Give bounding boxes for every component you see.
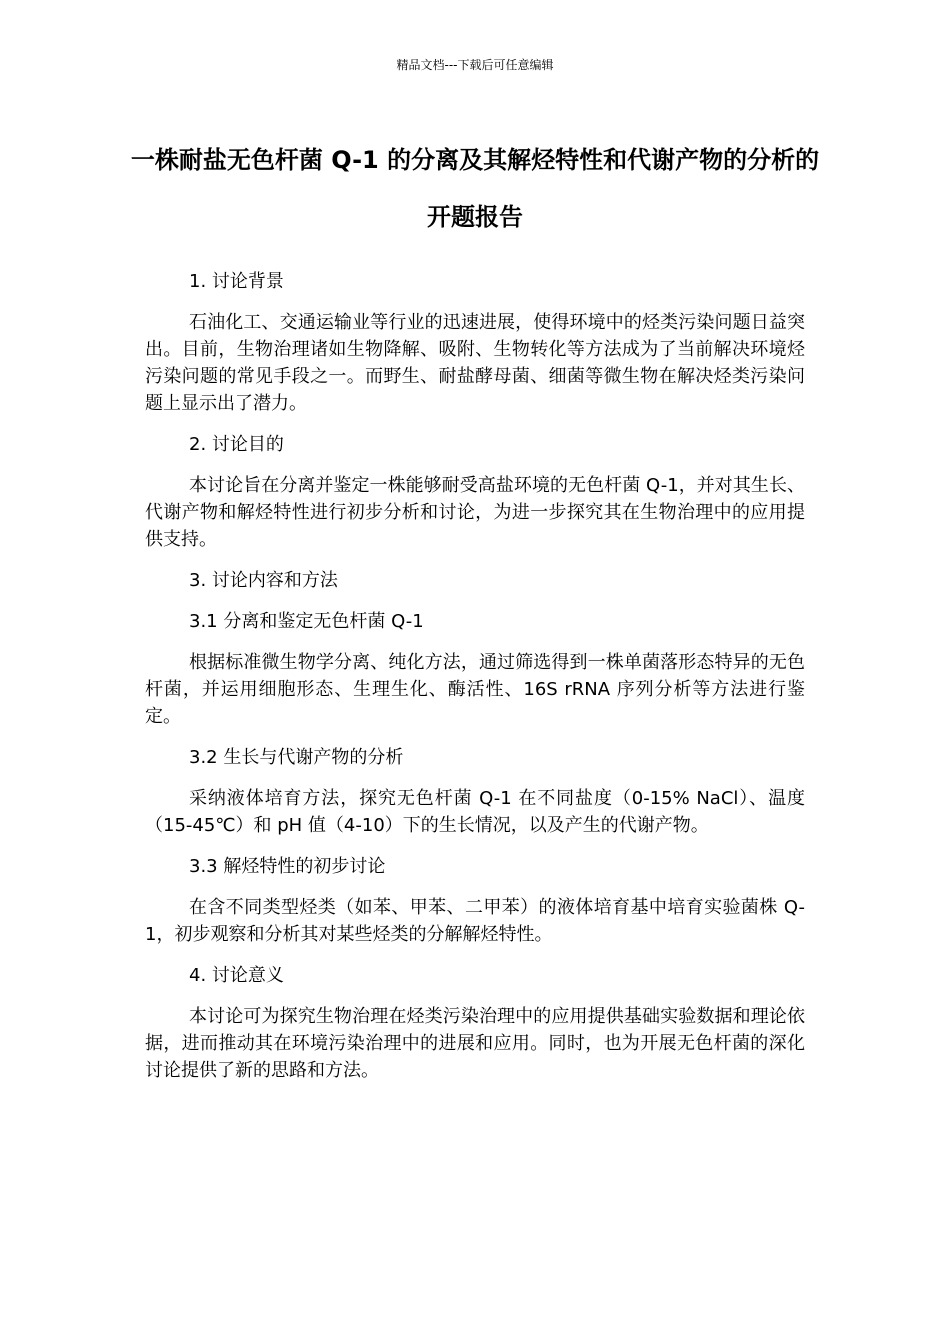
section-heading-isolation: 3.1 分离和鉴定无色杆菌 Q-1 xyxy=(189,611,424,632)
section-paragraph-isolation: 根据标准微生物学分离、纯化方法，通过筛选得到一株单菌落形态特异的无色杆菌，并运用细胞形态、生理生化、酶活性、16S rRNA 序列分析等方法进行鉴定。 xyxy=(145,652,805,727)
section-paragraph-significance: 本讨论可为探究生物治理在烃类污染治理中的应用提供基础实验数据和理论依据，进而推动其在环境污染治理中的进展和应用。同时，也为开展无色杆菌的深化讨论提供了新的思路和方法。 xyxy=(145,1006,805,1081)
section-paragraph-degradation: 在含不同类型烃类（如苯、甲苯、二甲苯）的液体培育基中培育实验菌株 Q-1，初步观察和分析其对某些烃类的分解解烃特性。 xyxy=(145,897,805,945)
section-heading-growth: 3.2 生长与代谢产物的分析 xyxy=(189,747,404,768)
document-body xyxy=(145,268,805,1098)
section-heading-purpose: 2. 讨论目的 xyxy=(189,434,284,455)
document-title: 一株耐盐无色杆菌 Q-1 的分离及其解烃特性和代谢产物的分析的开题报告 xyxy=(130,146,820,231)
section-paragraph-growth: 采纳液体培育方法，探究无色杆菌 Q-1 在不同盐度（0-15% NaCl）、温度（15-45℃）和 pH 值（4-10）下的生长情况，以及产生的代谢产物。 xyxy=(145,788,805,836)
section-heading-degradation: 3.3 解烃特性的初步讨论 xyxy=(189,856,386,877)
page-header: 精品文档---下载后可任意编辑 xyxy=(396,58,554,72)
section-heading-background: 1. 讨论背景 xyxy=(189,271,284,292)
section-heading-content-methods: 3. 讨论内容和方法 xyxy=(189,570,338,591)
section-heading-significance: 4. 讨论意义 xyxy=(189,965,284,986)
section-paragraph-purpose: 本讨论旨在分离并鉴定一株能够耐受高盐环境的无色杆菌 Q-1，并对其生长、代谢产物和解烃特性进行初步分析和讨论，为进一步探究其在生物治理中的应用提供支持。 xyxy=(145,475,805,550)
section-paragraph-background: 石油化工、交通运输业等行业的迅速进展，使得环境中的烃类污染问题日益突出。目前，生物治理诸如生物降解、吸附、生物转化等方法成为了当前解决环境烃污染问题的常见手段之一。而野生、耐盐酵母菌、细菌等微生物在解决烃类污染问题上显示出了潜力。 xyxy=(145,312,805,414)
